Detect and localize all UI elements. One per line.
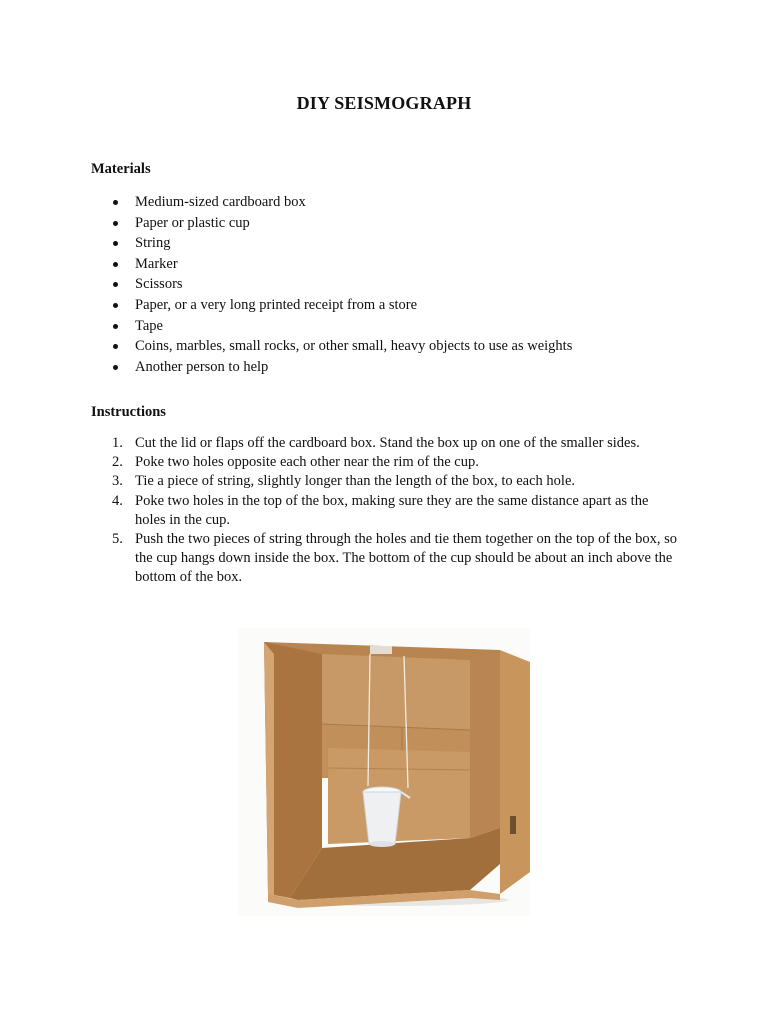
step-text: Cut the lid or flaps off the cardboard box. Stand the box up on one of the smaller sides. — [135, 435, 640, 451]
bullet-icon — [113, 324, 118, 329]
bullet-icon — [113, 344, 118, 349]
list-item-text: Coins, marbles, small rocks, or other small, heavy objects to use as weights — [135, 338, 573, 355]
page-title: DIY SEISMOGRAPH — [296, 93, 472, 113]
list-item — [91, 274, 572, 295]
list-item — [91, 192, 572, 213]
bullet-icon — [113, 365, 118, 370]
bullet-icon — [113, 241, 118, 246]
bullet-icon — [113, 282, 118, 287]
list-item-text: Tape — [135, 317, 163, 334]
step-item — [91, 434, 681, 453]
step-number: 4. — [112, 492, 123, 509]
list-item — [91, 213, 572, 234]
list-item — [91, 336, 572, 357]
list-item-text: Scissors — [135, 276, 183, 293]
step-item — [91, 453, 681, 472]
plastic-cup — [363, 792, 401, 844]
step-number: 1. — [112, 435, 123, 451]
step-text: Poke two holes in the top of the box, making sure they are the same distance apart as the holes in the cup. — [135, 492, 649, 528]
seismograph-photo — [238, 628, 530, 916]
cardboard-box-illustration — [238, 628, 530, 916]
materials-list — [91, 192, 572, 377]
step-item — [91, 530, 681, 588]
instructions-heading: Instructions — [91, 404, 166, 420]
step-number: 5. — [112, 531, 123, 548]
box-right-wall — [470, 650, 500, 838]
list-item-text: Paper, or a very long printed receipt from a store — [135, 296, 418, 313]
bullet-icon — [113, 262, 118, 267]
list-item — [91, 233, 572, 254]
step-number: 2. — [112, 454, 123, 471]
instructions-list — [91, 434, 681, 588]
list-item-text: Paper or plastic cup — [135, 214, 250, 231]
list-item-text: Another person to help — [135, 358, 269, 375]
bullet-icon — [113, 303, 118, 308]
bullet-icon — [113, 221, 118, 226]
step-text: Poke two holes opposite each other near the rim of the cup. — [135, 454, 479, 471]
step-text: Tie a piece of string, slightly longer than the length of the box, to each hole. — [135, 473, 576, 490]
list-item-text: String — [135, 235, 171, 252]
step-item — [91, 492, 681, 530]
box-right-outer-face — [500, 650, 530, 894]
step-text: Push the two pieces of string through the holes and tie them together on the top of the box, so the cup hangs down inside the box. The bottom of the cup should be about an inch above the bottom of the box. — [135, 531, 678, 586]
list-item — [91, 316, 572, 337]
step-item — [91, 472, 681, 491]
list-item — [91, 295, 572, 316]
list-item-text: Marker — [135, 255, 178, 272]
materials-heading: Materials — [91, 161, 151, 177]
list-item-text: Medium-sized cardboard box — [135, 194, 306, 210]
tape-strip — [370, 646, 392, 654]
bullet-icon — [113, 200, 118, 205]
list-item — [91, 357, 572, 378]
list-item — [91, 254, 572, 275]
step-number: 3. — [112, 473, 123, 490]
